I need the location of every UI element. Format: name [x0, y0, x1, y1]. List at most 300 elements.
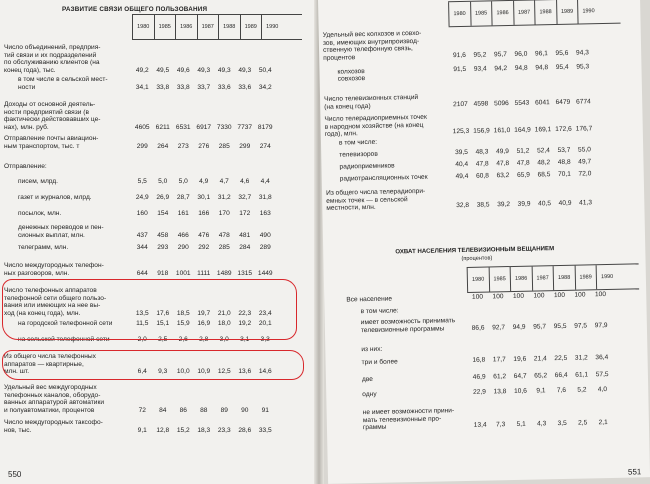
row-values	[450, 98, 594, 108]
table-cell: 48,3	[475, 148, 489, 156]
table-cell: 18,0	[217, 320, 231, 327]
table-cell: 39,9	[517, 200, 531, 209]
table-cell: 33,7	[197, 83, 211, 91]
table-cell: 14,6	[258, 368, 272, 376]
table-cell: 34,1	[135, 83, 149, 91]
row-label: радиоприемников	[339, 162, 395, 171]
row-values	[132, 178, 276, 185]
table-cell: 94,3	[575, 49, 589, 57]
table-cell: 50,4	[258, 66, 272, 74]
row-values	[132, 407, 276, 414]
row-values	[132, 427, 276, 434]
row-values	[449, 63, 593, 73]
year-column-label: 1980	[467, 267, 489, 291]
table-cell: 284	[239, 244, 251, 251]
table-cell: 125,3	[452, 128, 470, 136]
table-cell: 33,6	[217, 83, 231, 91]
table-cell: 3,3	[260, 336, 270, 343]
table-cell: 61,1	[575, 371, 589, 379]
row-label: из них:	[361, 345, 383, 354]
table-cell: 289	[259, 244, 271, 251]
year-column-label: 1990	[261, 15, 283, 39]
row-values	[449, 49, 593, 59]
row-label: денежных переводов и пен- сионных выплат, млн.	[18, 224, 104, 239]
table-cell: 96,1	[534, 49, 548, 58]
table-cell: 23,4	[258, 309, 272, 317]
table-cell: 285	[218, 142, 230, 150]
row-values	[451, 158, 595, 168]
row-label: Удельный вес междугородных телефонных каналов, оборудо- ванных аппаратурой автоматики и полуавтоматики, процентов	[4, 384, 105, 414]
row-values	[132, 143, 276, 150]
table-cell: 100	[553, 291, 566, 300]
table-cell: 5,1	[516, 420, 526, 429]
row-values	[132, 244, 276, 251]
row-label: совхозов	[337, 75, 366, 83]
row-label: газет и журналов, млрд.	[18, 194, 92, 201]
table-cell: 290	[177, 244, 189, 251]
table-cell: 5,0	[178, 178, 188, 185]
table-cell: 161	[177, 210, 189, 217]
table-cell: 95,4	[555, 63, 569, 72]
year-column-label: 1990	[596, 265, 618, 289]
table-cell: 4,7	[219, 178, 229, 185]
table-cell: 94,2	[494, 65, 508, 73]
table-cell: 481	[239, 231, 251, 239]
table-cell: 4598	[473, 100, 489, 108]
table-cell: 41,3	[579, 199, 593, 207]
table-cell: 264	[157, 142, 169, 150]
table-cell: 22,3	[238, 309, 252, 317]
table-cell: 166	[198, 210, 210, 217]
table-cell: 49,3	[197, 66, 211, 74]
table-cell: 6531	[175, 123, 191, 131]
table-cell: 163	[259, 210, 271, 217]
year-column-label: 1980	[132, 15, 154, 39]
table-cell: 3,1	[240, 336, 250, 343]
year-column-label: 1989	[574, 265, 596, 289]
table-cell: 1111	[197, 269, 211, 277]
table-cell: 9,1	[536, 387, 546, 395]
table-cell: 6041	[535, 98, 550, 107]
table-cell: 48,8	[557, 158, 571, 167]
table-cell: 95,7	[493, 50, 507, 59]
row-label: Число объединений, предприя- тий связи и их подразделений по обслуживанию клиентов (на конец года), тыс.	[4, 44, 101, 74]
table-cell: 21,0	[217, 309, 231, 317]
table-cell: 2,0	[137, 336, 147, 343]
table-cell: 5,2	[577, 386, 587, 394]
table-cell: 40,9	[558, 199, 572, 208]
row-label: на сельской телефонной сети	[18, 336, 110, 343]
table-cell: 47,8	[475, 160, 489, 168]
table-cell: 68,5	[537, 171, 551, 179]
table-cell: 97,9	[594, 321, 608, 329]
table-cell: 49,3	[238, 66, 252, 74]
table-cell: 65,2	[534, 372, 548, 380]
row-values	[469, 386, 613, 396]
year-column-label: 1985	[488, 267, 510, 291]
row-label: в том числе в сельской мест- ности	[18, 76, 108, 91]
table-cell: 2,6	[178, 336, 188, 343]
table-cell: 95,5	[553, 322, 567, 330]
row-values	[468, 322, 612, 332]
table-cell: 86	[179, 406, 187, 414]
table-cell: 18,5	[176, 309, 190, 317]
row-label: Доходы от основной деятель- ности предприятий связи (в фактически действовавших це- нах), млн. руб.	[4, 101, 101, 131]
row-label: две	[361, 375, 373, 384]
row-values	[469, 371, 613, 381]
row-label: Все население	[346, 295, 393, 304]
table-cell: 164,9	[514, 126, 531, 135]
table-cell: 20,1	[258, 320, 272, 327]
year-column-label: 1988	[534, 0, 556, 24]
row-values	[451, 125, 595, 135]
table-cell: 49,3	[217, 66, 231, 74]
table-cell: 292	[198, 244, 210, 251]
table-cell: 33,8	[176, 83, 190, 91]
table-cell: 6774	[576, 97, 591, 106]
table-cell: 19,2	[238, 320, 252, 327]
table-cell: 57,5	[595, 370, 609, 379]
row-values	[132, 84, 276, 91]
row-label: телевизоров	[339, 150, 378, 159]
year-header	[467, 263, 640, 293]
table-cell: 160	[136, 210, 148, 217]
row-label: Число междугородных телефон- ных разговоров, млн.	[4, 262, 104, 277]
table-cell: 31,8	[258, 194, 272, 201]
year-column-label: 1980	[448, 2, 470, 26]
table-cell: 64,7	[513, 372, 527, 380]
table-cell: 7737	[237, 123, 253, 131]
table-cell: 91	[261, 406, 269, 414]
table-cell: 66,4	[554, 371, 568, 380]
table-cell: 100	[512, 292, 525, 300]
row-values	[452, 170, 596, 180]
row-values	[132, 124, 276, 131]
table-cell: 4605	[134, 123, 150, 131]
table-cell: 1001	[175, 269, 191, 277]
row-label: посылок, млн.	[18, 210, 62, 217]
table-cell: 4,4	[260, 178, 270, 185]
table-cell: 5,0	[158, 178, 168, 185]
table-cell: 2,1	[598, 419, 608, 427]
table-cell: 3,5	[557, 420, 567, 428]
table-cell: 49,6	[176, 66, 190, 74]
table-cell: 15,9	[176, 320, 190, 327]
row-label: в том числе:	[338, 138, 378, 147]
table-cell: 23,3	[217, 426, 231, 434]
table-cell: 40,5	[538, 200, 552, 208]
table-cell: 8179	[257, 123, 273, 131]
year-column-label: 1986	[175, 15, 197, 39]
row-label: имеет возможность принимать телевизионные программы	[360, 317, 456, 334]
table-cell: 94,8	[514, 64, 528, 72]
table-cell: 918	[157, 269, 169, 277]
table-cell: 17,7	[492, 356, 506, 364]
year-column-label: 1987	[531, 266, 553, 290]
table-cell: 478	[218, 231, 230, 239]
table-cell: 6917	[196, 123, 212, 131]
table-cell: 100	[574, 291, 586, 299]
row-label: три и более	[361, 358, 398, 367]
row-values	[132, 194, 276, 201]
row-label: не имеет возможности прини- мать телевизионные про- граммы	[362, 407, 455, 432]
table-cell: 15,2	[176, 426, 190, 434]
row-label: писем, млрд.	[18, 178, 58, 185]
table-cell: 26,9	[156, 194, 170, 201]
row-label: Число междугородных таксофо- нов, тыс.	[4, 419, 103, 434]
table-cell: 88	[200, 406, 208, 414]
table-cell: 172,6	[555, 125, 572, 134]
table-cell: 4,6	[240, 178, 250, 185]
table-cell: 24,9	[135, 194, 149, 201]
row-values	[132, 232, 276, 239]
table-cell: 36,4	[595, 354, 609, 362]
table-cell: 47,8	[516, 159, 530, 167]
table-cell: 28,6	[238, 426, 252, 434]
year-column-label: 1987	[197, 15, 219, 39]
table-cell: 90	[241, 406, 249, 414]
table-cell: 34,2	[258, 83, 272, 91]
table-cell: 13,8	[493, 388, 507, 396]
table-cell: 7330	[216, 123, 232, 131]
year-column-label: 1985	[154, 15, 176, 39]
table-cell: 172	[239, 210, 251, 217]
table-cell: 31,2	[574, 354, 588, 362]
table-cell: 95,7	[533, 322, 547, 331]
table-cell: 39,2	[497, 201, 511, 209]
table-cell: 72,0	[578, 170, 592, 178]
table-cell: 39,5	[454, 148, 468, 157]
row-label: одну	[362, 390, 377, 399]
row-label: Число телефонных аппаратов телефонной сети общего пользо- вания или имеющих на нее вы- ход (на конец года), млн.	[4, 287, 107, 317]
table-cell: 32,7	[238, 194, 252, 201]
row-label: колхозов	[337, 68, 365, 76]
table-cell: 30,1	[197, 194, 211, 201]
table-cell: 53,7	[557, 146, 571, 155]
table-cell: 285	[218, 244, 230, 251]
year-header	[448, 0, 621, 27]
row-label: на городской телефонной сети	[18, 320, 113, 327]
table-cell: 32,8	[456, 202, 470, 210]
table-cell: 274	[259, 142, 271, 150]
table-cell: 4,3	[537, 420, 547, 428]
row-values	[470, 419, 614, 429]
row-values	[452, 199, 596, 209]
table-cell: 19,6	[513, 355, 527, 363]
table-cell: 49,4	[455, 172, 469, 181]
table-cell: 276	[198, 142, 210, 150]
table-cell: 1449	[257, 269, 273, 277]
table-cell: 95,2	[473, 51, 487, 59]
row-values	[451, 146, 595, 156]
table-cell: 293	[157, 244, 169, 251]
table-cell: 6,4	[137, 368, 147, 376]
table-cell: 22,9	[473, 388, 486, 396]
year-header	[132, 14, 302, 40]
table-cell: 100	[533, 292, 545, 300]
table-cell: 94,8	[535, 64, 549, 72]
row-values	[132, 210, 276, 217]
row-label: Отправление почты авиацион- ным транспортом, тыс. т	[4, 135, 99, 150]
table-cell: 91,5	[453, 65, 467, 74]
table-cell: 1315	[237, 269, 253, 277]
left-page	[0, 0, 318, 484]
table-cell: 273	[177, 142, 189, 150]
row-values	[132, 67, 276, 74]
table-cell: 72	[138, 406, 146, 414]
table-cell: 10,9	[197, 368, 211, 376]
table-cell: 16,9	[197, 320, 211, 327]
row-label: в том числе:	[360, 307, 399, 316]
table-cell: 49,9	[495, 148, 509, 156]
table-cell: 344	[136, 244, 148, 251]
table-cell: 10,6	[513, 387, 527, 395]
table-cell: 47,8	[496, 160, 510, 168]
table-cell: 12,8	[156, 426, 170, 434]
table-cell: 490	[259, 231, 271, 239]
table-cell: 33,8	[156, 83, 170, 91]
table-cell: 97,5	[574, 322, 588, 330]
table-cell: 100	[594, 291, 607, 299]
table-cell: 3,0	[219, 336, 229, 343]
year-column-label: 1989	[556, 0, 578, 24]
table-cell: 13,6	[238, 368, 252, 376]
table-cell: 169,1	[534, 126, 552, 134]
table-cell: 33,5	[258, 426, 272, 434]
table-cell: 9,1	[137, 426, 147, 434]
year-column-label: 1988	[218, 15, 240, 39]
table-cell: 40,4	[455, 160, 469, 169]
table-cell: 95,3	[576, 63, 590, 71]
section-unit: (процентов)	[461, 255, 493, 263]
year-column-label: 1989	[240, 15, 262, 39]
table-cell: 33,6	[238, 83, 252, 91]
table-cell: 65,9	[516, 171, 530, 179]
table-cell: 458	[157, 231, 169, 239]
table-cell: 46,9	[472, 373, 486, 381]
table-cell: 19,7	[197, 309, 211, 317]
row-values	[132, 270, 276, 277]
table-cell: 13,5	[135, 309, 149, 317]
table-cell: 49,5	[156, 66, 170, 74]
table-cell: 5543	[514, 99, 530, 107]
section-title: ОХВАТ НАСЕЛЕНИЯ ТЕЛЕВИЗИОННЫМ ВЕЩАНИЕМ	[395, 245, 555, 256]
red-highlight-mark	[2, 279, 297, 340]
row-label: Из общего числа телефонных аппаратов — квартирные, млн. шт.	[4, 353, 96, 376]
row-label: Число телевизионных станций (на конец года)	[324, 93, 419, 111]
table-cell: 176,7	[575, 125, 593, 133]
table-cell: 49,7	[578, 158, 592, 166]
year-column-label: 1986	[510, 267, 532, 291]
red-highlight-mark	[2, 350, 304, 380]
table-cell: 92,7	[492, 323, 506, 332]
table-cell: 38,5	[476, 201, 490, 209]
table-cell: 55,0	[577, 146, 591, 154]
table-cell: 95,6	[555, 49, 569, 57]
table-cell: 16,8	[472, 356, 486, 364]
table-cell: 5,5	[137, 178, 147, 185]
table-cell: 466	[177, 231, 189, 239]
table-cell: 2,8	[199, 336, 209, 343]
table-cell: 100	[492, 293, 504, 301]
row-values	[469, 354, 613, 364]
table-cell: 476	[198, 231, 210, 239]
table-cell: 299	[239, 142, 251, 150]
table-cell: 22,5	[554, 354, 568, 363]
table-cell: 89	[220, 406, 228, 414]
table-cell: 154	[157, 210, 169, 217]
table-cell: 5096	[494, 99, 509, 107]
table-cell: 13,4	[473, 421, 487, 430]
table-cell: 2,5	[578, 419, 588, 427]
table-cell: 161,0	[493, 127, 511, 135]
table-cell: 437	[136, 231, 148, 239]
table-cell: 51,2	[516, 147, 530, 155]
year-column-label: 1986	[491, 1, 513, 25]
table-cell: 70,1	[557, 170, 571, 179]
table-cell: 49,2	[135, 66, 149, 74]
row-label: Удельный вес колхозов и совхо- зов, имеющих внутрипроизвод- ственную телефонную связь, процентов	[322, 29, 422, 62]
table-cell: 93,4	[473, 65, 487, 73]
table-cell: 4,9	[199, 178, 209, 185]
table-cell: 31,2	[217, 194, 231, 201]
table-cell: 84	[159, 406, 167, 414]
row-label: радиотрансляционных точек	[339, 173, 428, 183]
table-cell: 52,4	[536, 147, 550, 155]
table-cell: 63,2	[496, 172, 510, 180]
row-label: Из общего числа телерадиопри- емных точек — в сельской местности, млн.	[325, 187, 426, 213]
table-cell: 28,7	[176, 194, 190, 201]
table-cell: 96,0	[514, 50, 528, 58]
row-label: телеграмм, млн.	[18, 244, 69, 251]
table-cell: 9,3	[158, 368, 168, 376]
table-cell: 170	[218, 210, 230, 217]
page-number: 550	[8, 470, 22, 479]
year-column-label: 1985	[470, 1, 492, 25]
table-cell: 15,1	[156, 320, 170, 327]
table-cell: 11,5	[136, 320, 149, 327]
table-cell: 6211	[155, 123, 170, 131]
table-cell: 2107	[453, 100, 468, 108]
page-title: РАЗВИТИЕ СВЯЗИ ОБЩЕГО ПОЛЬЗОВАНИЯ	[62, 6, 208, 13]
table-cell: 21,4	[533, 355, 547, 363]
right-page	[318, 0, 650, 484]
table-cell: 1489	[216, 269, 232, 277]
table-cell: 60,8	[475, 172, 489, 180]
table-cell: 86,6	[471, 324, 485, 332]
page-number: 551	[627, 467, 642, 477]
table-cell: 94,9	[512, 323, 526, 331]
table-cell: 299	[136, 142, 148, 150]
table-cell: 7,6	[556, 386, 567, 395]
table-cell: 6479	[555, 98, 571, 106]
table-cell: 17,6	[156, 309, 170, 317]
table-cell: 10,0	[176, 368, 190, 376]
table-cell: 4,0	[597, 386, 608, 394]
year-column-label: 1987	[513, 0, 535, 24]
year-column-label: 1990	[577, 0, 599, 24]
table-cell: 156,9	[473, 127, 490, 135]
table-cell: 61,2	[493, 373, 507, 381]
row-label: Число телерадиоприемных точек в народном хозяйстве (на конец года), млн.	[324, 113, 427, 139]
table-cell: 12,5	[217, 368, 231, 376]
year-column-label: 1988	[553, 266, 575, 290]
table-cell: 48,2	[537, 159, 551, 167]
table-cell: 18,3	[197, 426, 211, 434]
table-cell: 91,6	[452, 51, 466, 59]
table-cell: 644	[136, 269, 148, 277]
row-label: Отправление:	[4, 163, 47, 170]
